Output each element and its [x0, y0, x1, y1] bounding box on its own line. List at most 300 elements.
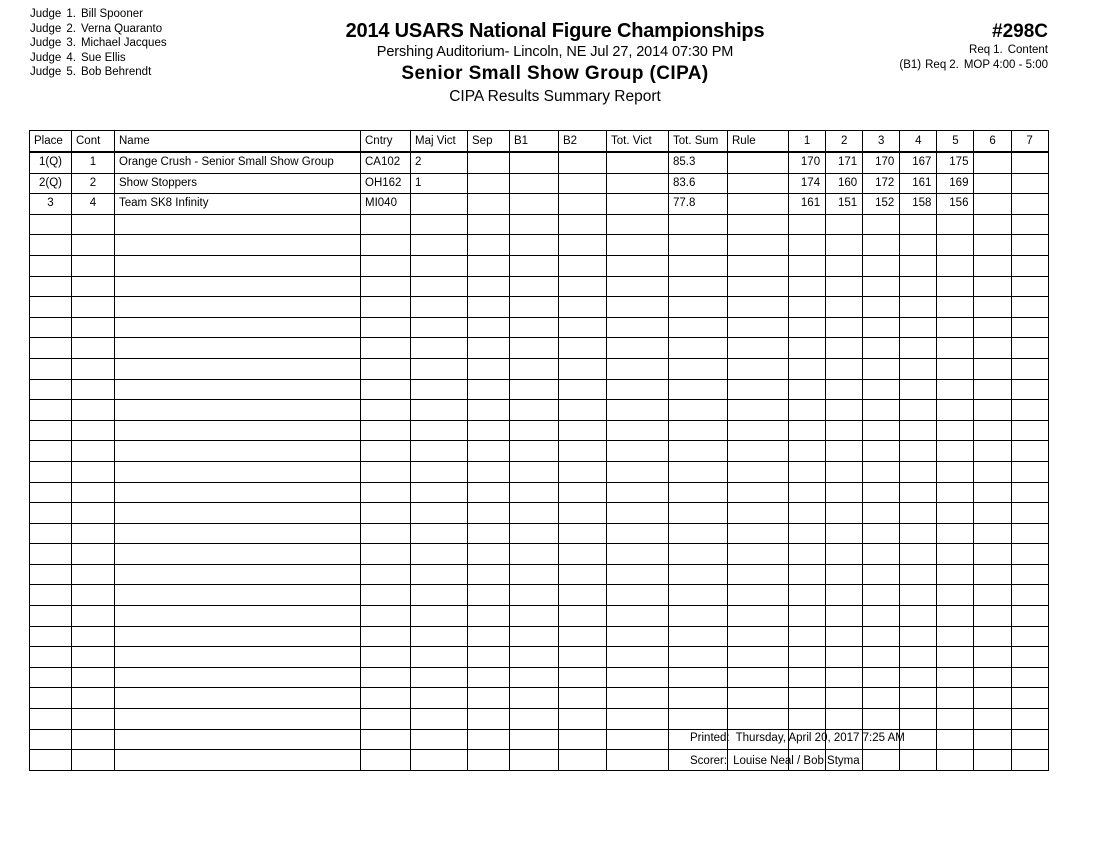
empty-cell — [468, 544, 510, 565]
column-header: Cntry — [361, 131, 411, 153]
maj-vict-cell — [411, 194, 468, 215]
empty-cell — [361, 750, 411, 771]
empty-cell — [361, 667, 411, 688]
empty-cell — [728, 503, 789, 524]
empty-cell — [789, 441, 826, 462]
column-header: 7 — [1011, 131, 1048, 153]
empty-cell — [900, 400, 937, 421]
judge-row — [30, 36, 167, 51]
empty-cell — [789, 461, 826, 482]
column-header: 2 — [826, 131, 863, 153]
empty-cell — [937, 523, 974, 544]
judge-score-cell: 171 — [826, 152, 863, 173]
table-row-empty — [30, 667, 1049, 688]
empty-cell — [411, 503, 468, 524]
empty-cell — [669, 297, 728, 318]
table-row-empty — [30, 688, 1049, 709]
empty-cell — [607, 214, 669, 235]
empty-cell — [1011, 482, 1048, 503]
empty-cell — [863, 585, 900, 606]
empty-cell — [728, 317, 789, 338]
empty-cell — [30, 688, 72, 709]
empty-cell — [789, 688, 826, 709]
sep-cell — [468, 173, 510, 194]
empty-cell — [468, 503, 510, 524]
empty-cell — [30, 544, 72, 565]
place-cell: 3 — [30, 194, 72, 215]
requirement-label: Req — [925, 58, 947, 71]
empty-cell — [826, 441, 863, 462]
contestant-cell: 4 — [72, 194, 115, 215]
empty-cell — [669, 358, 728, 379]
country-cell: CA102 — [361, 152, 411, 173]
empty-cell — [411, 729, 468, 750]
judge-label: Judge — [30, 66, 62, 79]
empty-cell — [728, 338, 789, 359]
empty-cell — [974, 235, 1011, 256]
table-row-empty — [30, 461, 1049, 482]
empty-cell — [115, 564, 361, 585]
division-title: Senior Small Show Group (CIPA) — [401, 63, 709, 84]
empty-cell — [1011, 441, 1048, 462]
contestant-cell: 2 — [72, 173, 115, 194]
table-row-empty — [30, 564, 1049, 585]
empty-cell — [411, 420, 468, 441]
empty-cell — [468, 688, 510, 709]
empty-cell — [468, 400, 510, 421]
empty-cell — [510, 523, 559, 544]
empty-cell — [72, 482, 115, 503]
table-row-empty — [30, 482, 1049, 503]
empty-cell — [974, 420, 1011, 441]
empty-cell — [607, 564, 669, 585]
empty-cell — [607, 297, 669, 318]
empty-cell — [937, 255, 974, 276]
empty-cell — [468, 441, 510, 462]
empty-cell — [937, 235, 974, 256]
table-row-empty — [30, 441, 1049, 462]
empty-cell — [361, 214, 411, 235]
empty-cell — [1011, 523, 1048, 544]
empty-cell — [728, 606, 789, 627]
empty-cell — [728, 297, 789, 318]
empty-cell — [900, 461, 937, 482]
empty-cell — [974, 750, 1011, 771]
empty-cell — [789, 214, 826, 235]
table-row — [30, 152, 1049, 173]
empty-cell — [72, 709, 115, 730]
judge-name: Sue Ellis — [80, 51, 126, 64]
empty-cell — [937, 647, 974, 668]
empty-cell — [974, 585, 1011, 606]
empty-cell — [1011, 420, 1048, 441]
empty-cell — [559, 235, 607, 256]
empty-cell — [72, 317, 115, 338]
empty-cell — [937, 276, 974, 297]
judge-score-cell: 167 — [900, 152, 937, 173]
printed-label: Printed: — [690, 732, 730, 744]
judge-name: Bill Spooner — [80, 8, 143, 20]
event-title: 2014 USARS National Figure Championships — [345, 20, 765, 42]
empty-cell — [728, 400, 789, 421]
column-header: B2 — [559, 131, 607, 153]
judge-label: Judge — [30, 8, 62, 20]
empty-cell — [1011, 688, 1048, 709]
empty-cell — [559, 400, 607, 421]
empty-cell — [115, 379, 361, 400]
empty-cell — [974, 482, 1011, 503]
empty-cell — [826, 667, 863, 688]
empty-cell — [411, 255, 468, 276]
empty-cell — [559, 564, 607, 585]
b1-cell — [510, 152, 559, 173]
empty-cell — [468, 667, 510, 688]
requirement-value: MOP 4:00 - 5:00 — [963, 58, 1048, 71]
empty-cell — [974, 544, 1011, 565]
empty-cell — [974, 214, 1011, 235]
empty-cell — [900, 729, 937, 750]
empty-cell — [937, 544, 974, 565]
column-header: B1 — [510, 131, 559, 153]
empty-cell — [728, 420, 789, 441]
empty-cell — [974, 379, 1011, 400]
judge-label: Judge — [30, 37, 62, 50]
empty-cell — [826, 297, 863, 318]
judge-score-cell — [974, 152, 1011, 173]
empty-cell — [900, 297, 937, 318]
empty-cell — [607, 317, 669, 338]
empty-cell — [72, 564, 115, 585]
column-header: Tot. Sum — [669, 131, 728, 153]
empty-cell — [72, 358, 115, 379]
empty-cell — [937, 667, 974, 688]
empty-cell — [30, 729, 72, 750]
empty-cell — [974, 523, 1011, 544]
empty-cell — [607, 523, 669, 544]
empty-cell — [826, 338, 863, 359]
column-header: Sep — [468, 131, 510, 153]
judge-row — [30, 7, 167, 22]
empty-cell — [900, 276, 937, 297]
empty-cell — [510, 585, 559, 606]
b2-cell — [559, 173, 607, 194]
empty-cell — [510, 729, 559, 750]
empty-cell — [30, 420, 72, 441]
empty-cell — [826, 317, 863, 338]
empty-cell — [559, 688, 607, 709]
empty-cell — [510, 235, 559, 256]
empty-cell — [411, 626, 468, 647]
empty-cell — [30, 626, 72, 647]
empty-cell — [115, 317, 361, 338]
judge-number: 4. — [66, 51, 76, 64]
table-row-empty — [30, 338, 1049, 359]
judge-number: 3. — [66, 37, 76, 50]
empty-cell — [468, 379, 510, 400]
empty-cell — [559, 441, 607, 462]
maj-vict-cell: 1 — [411, 173, 468, 194]
empty-cell — [30, 606, 72, 627]
empty-cell — [974, 503, 1011, 524]
empty-cell — [468, 317, 510, 338]
empty-cell — [115, 461, 361, 482]
empty-cell — [115, 626, 361, 647]
empty-cell — [607, 626, 669, 647]
contestant-cell: 1 — [72, 152, 115, 173]
empty-cell — [559, 482, 607, 503]
empty-cell — [468, 276, 510, 297]
empty-cell — [30, 647, 72, 668]
empty-cell — [510, 297, 559, 318]
empty-cell — [510, 400, 559, 421]
b1-cell — [510, 173, 559, 194]
empty-cell — [1011, 214, 1048, 235]
empty-cell — [30, 750, 72, 771]
empty-cell — [361, 358, 411, 379]
empty-cell — [863, 564, 900, 585]
judge-number: 1. — [66, 8, 76, 20]
empty-cell — [510, 214, 559, 235]
table-row-empty — [30, 317, 1049, 338]
empty-cell — [510, 255, 559, 276]
judge-score-cell: 152 — [863, 194, 900, 215]
empty-cell — [361, 317, 411, 338]
b2-cell — [559, 194, 607, 215]
empty-cell — [559, 626, 607, 647]
empty-cell — [728, 667, 789, 688]
empty-cell — [1011, 709, 1048, 730]
tot-vict-cell — [607, 152, 669, 173]
empty-cell — [559, 709, 607, 730]
empty-cell — [510, 750, 559, 771]
empty-cell — [411, 297, 468, 318]
empty-cell — [559, 544, 607, 565]
empty-cell — [468, 338, 510, 359]
empty-cell — [728, 626, 789, 647]
empty-cell — [669, 420, 728, 441]
empty-cell — [937, 400, 974, 421]
tot-vict-cell — [607, 173, 669, 194]
empty-cell — [559, 503, 607, 524]
empty-cell — [937, 585, 974, 606]
empty-cell — [669, 585, 728, 606]
empty-cell — [669, 523, 728, 544]
empty-cell — [900, 667, 937, 688]
empty-cell — [510, 379, 559, 400]
empty-cell — [411, 667, 468, 688]
empty-cell — [411, 214, 468, 235]
country-cell: MI040 — [361, 194, 411, 215]
empty-cell — [826, 420, 863, 441]
empty-cell — [863, 461, 900, 482]
empty-cell — [863, 235, 900, 256]
empty-cell — [1011, 750, 1048, 771]
column-header: Place — [30, 131, 72, 153]
table-row-empty — [30, 255, 1049, 276]
table-row-empty — [30, 358, 1049, 379]
empty-cell — [900, 503, 937, 524]
empty-cell — [510, 667, 559, 688]
empty-cell — [974, 276, 1011, 297]
empty-cell — [607, 647, 669, 668]
empty-cell — [1011, 667, 1048, 688]
empty-cell — [937, 482, 974, 503]
table-row-empty — [30, 647, 1049, 668]
empty-cell — [72, 523, 115, 544]
empty-cell — [863, 338, 900, 359]
empty-cell — [72, 750, 115, 771]
empty-cell — [115, 214, 361, 235]
empty-cell — [974, 317, 1011, 338]
empty-cell — [1011, 255, 1048, 276]
table-row-empty — [30, 544, 1049, 565]
empty-cell — [468, 729, 510, 750]
empty-cell — [728, 235, 789, 256]
empty-cell — [115, 482, 361, 503]
empty-cell — [789, 585, 826, 606]
empty-cell — [728, 585, 789, 606]
empty-cell — [468, 214, 510, 235]
empty-cell — [30, 317, 72, 338]
empty-cell — [30, 441, 72, 462]
empty-cell — [789, 606, 826, 627]
empty-cell — [937, 338, 974, 359]
empty-cell — [72, 626, 115, 647]
empty-cell — [510, 544, 559, 565]
rule-cell — [728, 194, 789, 215]
table-row-empty — [30, 626, 1049, 647]
table-row-empty — [30, 420, 1049, 441]
printed-value: Thursday, April 20, 2017 7:25 AM — [735, 732, 905, 744]
empty-cell — [510, 338, 559, 359]
empty-cell — [30, 358, 72, 379]
empty-cell — [72, 235, 115, 256]
judge-score-cell: 151 — [826, 194, 863, 215]
empty-cell — [826, 523, 863, 544]
empty-cell — [510, 441, 559, 462]
scorer-label: Scorer: — [690, 755, 728, 767]
empty-cell — [115, 255, 361, 276]
empty-cell — [937, 709, 974, 730]
table-row-empty — [30, 585, 1049, 606]
empty-cell — [559, 729, 607, 750]
empty-cell — [361, 647, 411, 668]
empty-cell — [974, 688, 1011, 709]
empty-cell — [1011, 297, 1048, 318]
empty-cell — [937, 297, 974, 318]
judge-score-cell: 161 — [900, 173, 937, 194]
empty-cell — [115, 647, 361, 668]
empty-cell — [72, 420, 115, 441]
empty-cell — [411, 585, 468, 606]
judge-score-cell: 158 — [900, 194, 937, 215]
empty-cell — [863, 255, 900, 276]
empty-cell — [900, 420, 937, 441]
empty-cell — [974, 255, 1011, 276]
empty-cell — [559, 276, 607, 297]
empty-cell — [30, 564, 72, 585]
empty-cell — [115, 420, 361, 441]
empty-cell — [789, 482, 826, 503]
empty-cell — [863, 606, 900, 627]
empty-cell — [468, 420, 510, 441]
empty-cell — [900, 750, 937, 771]
empty-cell — [115, 523, 361, 544]
empty-cell — [115, 688, 361, 709]
place-cell: 1(Q) — [30, 152, 72, 173]
judge-name: Michael Jacques — [80, 37, 167, 50]
empty-cell — [789, 667, 826, 688]
column-header: Tot. Vict — [607, 131, 669, 153]
empty-cell — [728, 214, 789, 235]
empty-cell — [974, 297, 1011, 318]
empty-cell — [607, 585, 669, 606]
empty-cell — [863, 503, 900, 524]
empty-cell — [1011, 317, 1048, 338]
empty-cell — [361, 688, 411, 709]
empty-cell — [411, 688, 468, 709]
empty-cell — [411, 482, 468, 503]
empty-cell — [789, 358, 826, 379]
empty-cell — [361, 523, 411, 544]
empty-cell — [559, 214, 607, 235]
venue-datetime-line: Pershing Auditorium- Lincoln, NE Jul 27, 2014 07:30 PM — [376, 44, 734, 60]
rule-cell — [728, 173, 789, 194]
empty-cell — [510, 503, 559, 524]
empty-cell — [974, 606, 1011, 627]
empty-cell — [115, 235, 361, 256]
empty-cell — [974, 338, 1011, 359]
empty-cell — [468, 626, 510, 647]
empty-cell — [826, 647, 863, 668]
empty-cell — [1011, 379, 1048, 400]
judge-name: Verna Quaranto — [80, 22, 163, 35]
empty-cell — [826, 626, 863, 647]
judge-name: Bob Behrendt — [80, 66, 152, 79]
empty-cell — [72, 461, 115, 482]
empty-cell — [115, 503, 361, 524]
empty-cell — [669, 276, 728, 297]
empty-cell — [361, 338, 411, 359]
column-header: 4 — [900, 131, 937, 153]
empty-cell — [900, 441, 937, 462]
report-footer — [690, 727, 905, 773]
empty-cell — [468, 750, 510, 771]
empty-cell — [411, 564, 468, 585]
empty-cell — [937, 750, 974, 771]
empty-cell — [361, 379, 411, 400]
judge-score-cell: 169 — [937, 173, 974, 194]
empty-cell — [863, 523, 900, 544]
empty-cell — [789, 235, 826, 256]
empty-cell — [863, 647, 900, 668]
empty-cell — [468, 297, 510, 318]
empty-cell — [789, 317, 826, 338]
empty-cell — [115, 667, 361, 688]
empty-cell — [30, 523, 72, 544]
empty-cell — [30, 503, 72, 524]
empty-cell — [937, 688, 974, 709]
empty-cell — [728, 461, 789, 482]
empty-cell — [115, 441, 361, 462]
empty-cell — [468, 235, 510, 256]
table-row — [30, 194, 1049, 215]
empty-cell — [789, 564, 826, 585]
empty-cell — [826, 400, 863, 421]
empty-cell — [789, 297, 826, 318]
empty-cell — [559, 606, 607, 627]
empty-cell — [728, 276, 789, 297]
